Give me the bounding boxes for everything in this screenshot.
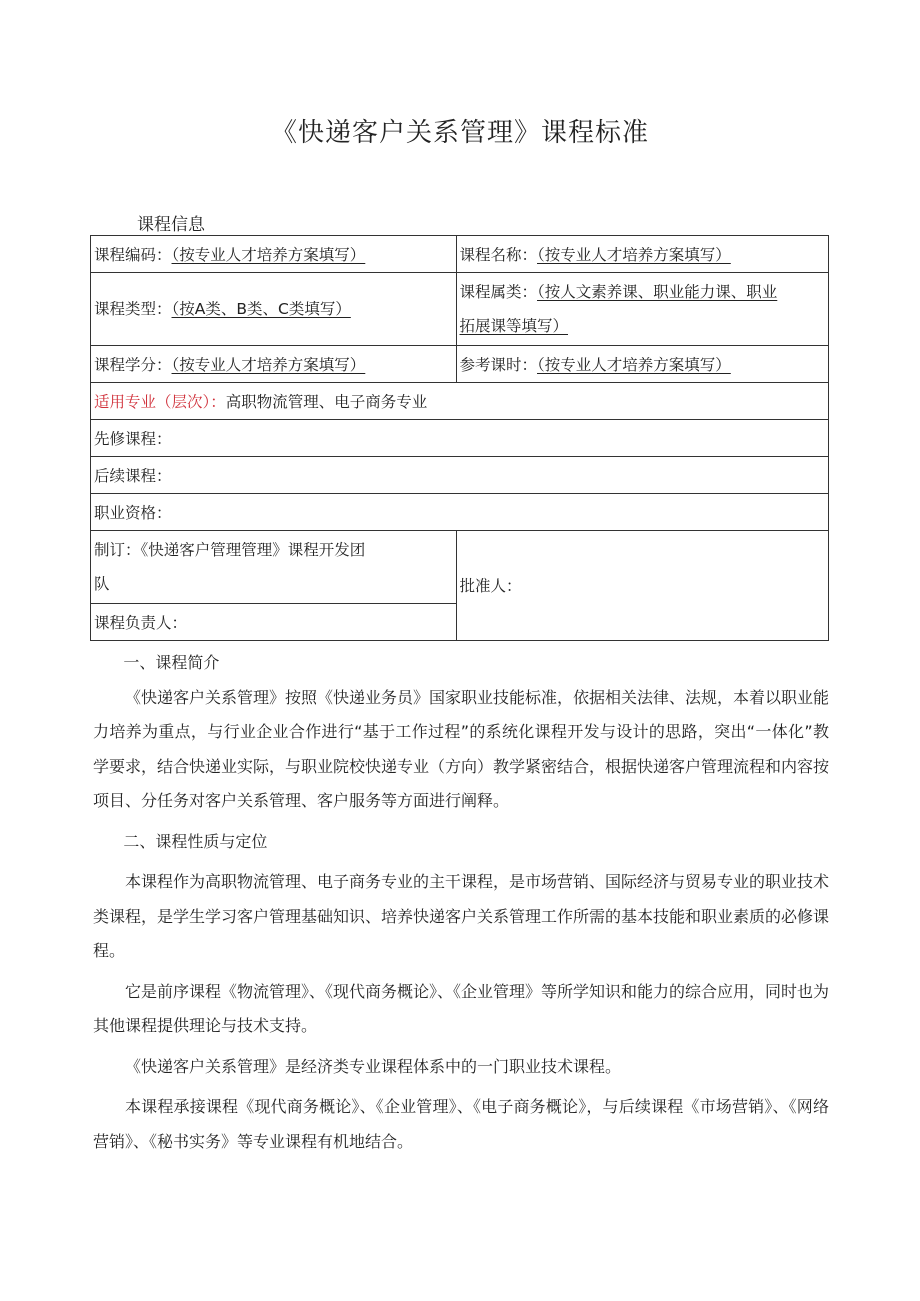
table-row [91,236,829,273]
table-row [91,383,829,420]
course-name-value: （按专业人才培养方案填写） [537,246,731,264]
applicable-major-value: 高职物流管理、电子商务专业 [225,393,428,411]
course-leader-cell [91,604,457,641]
table-row [91,346,829,383]
course-code-value: （按专业人才培养方案填写） [171,246,366,264]
prerequisite-cell [91,420,829,457]
course-info-table [90,235,829,641]
course-credit-cell [91,346,457,383]
course-code-cell [91,236,457,273]
maker-line2: 队 [94,575,110,593]
course-category-label: 课程属类： [459,283,538,301]
maker-line1: 制订：《快递客户管理管理》课程开发团 [94,541,366,559]
course-type-label: 课程类型： [94,300,172,318]
course-hours-value: （按专业人才培养方案填写） [537,356,731,374]
followup-label: 后续课程： [94,467,172,485]
table-row [91,531,829,604]
table-row [91,420,829,457]
course-code-label: 课程编码： [94,246,172,264]
course-info-heading: 课程信息 [137,215,205,235]
nature-paragraph-4: 本课程承接课程《现代商务概论》、《企业管理》、《电子商务概论》，与后续课程《市场营销》、《网络营销》、《秘书实务》等专业课程有机地结合。 [93,1097,829,1151]
course-type-cell [91,273,457,346]
nature-paragraph-3: 《快递客户关系管理》是经济类专业课程体系中的一门职业技术课程。 [125,1056,622,1076]
qualification-label: 职业资格： [94,504,172,522]
maker-cell [91,531,457,604]
course-type-value: （按A类、B类、C类填写） [171,300,351,318]
course-credit-label: 课程学分： [94,356,172,374]
followup-cell [91,457,829,494]
course-credit-value: （按专业人才培养方案填写） [171,356,366,374]
nature-paragraph-2: 它是前序课程《物流管理》、《现代商务概论》、《企业管理》等所学知识和能力的综合应用，同时也为其他课程提供理论与技术支持。 [93,981,830,1035]
approver-cell [456,531,829,641]
table-row [91,457,829,494]
course-hours-cell [456,346,829,383]
table-row [91,494,829,531]
qualification-cell [91,494,829,531]
course-name-cell [456,236,829,273]
course-category-cell [456,273,829,346]
approver-label: 批准人： [459,576,522,595]
course-name-label: 课程名称： [459,246,538,264]
document-title: 《快递客户关系管理》课程标准 [270,118,649,148]
course-category-value-line2: 拓展课等填写） [459,317,569,335]
course-category-value-line1: （按人文素养课、职业能力课、职业 [537,283,778,301]
course-hours-label: 参考课时： [459,356,538,374]
nature-heading: 二、课程性质与定位 [123,831,268,851]
body-text [93,646,829,1159]
intro-heading: 一、课程简介 [123,653,220,672]
intro-paragraph: 《快递客户关系管理》按照《快递业务员》国家职业技能标准，依据相关法律、法规，本着以职业能力培养为重点，与行业企业合作进行“基于工作过程”的系统化课程开发与设计的思路，突出“一体化”教学要求，结合快递业实际，与职业院校快递专业（方向）教学紧密结合，根据快递客户管理流程和内容按项目、分任务对客户关系管理、客户服务等方面进行阐释。 [93,687,830,810]
applicable-major-cell [91,383,829,420]
prerequisite-label: 先修课程： [94,430,172,448]
table-row [91,273,829,346]
nature-paragraph-1: 本课程作为高职物流管理、电子商务专业的主干课程，是市场营销、国际经济与贸易专业的职业技术类课程，是学生学习客户管理基础知识、培养快递客户关系管理工作所需的基本技能和职业素质的必修课程。 [93,872,830,960]
course-leader-label: 课程负责人： [94,614,188,632]
applicable-major-label: 适用专业（层次）： [94,393,226,411]
